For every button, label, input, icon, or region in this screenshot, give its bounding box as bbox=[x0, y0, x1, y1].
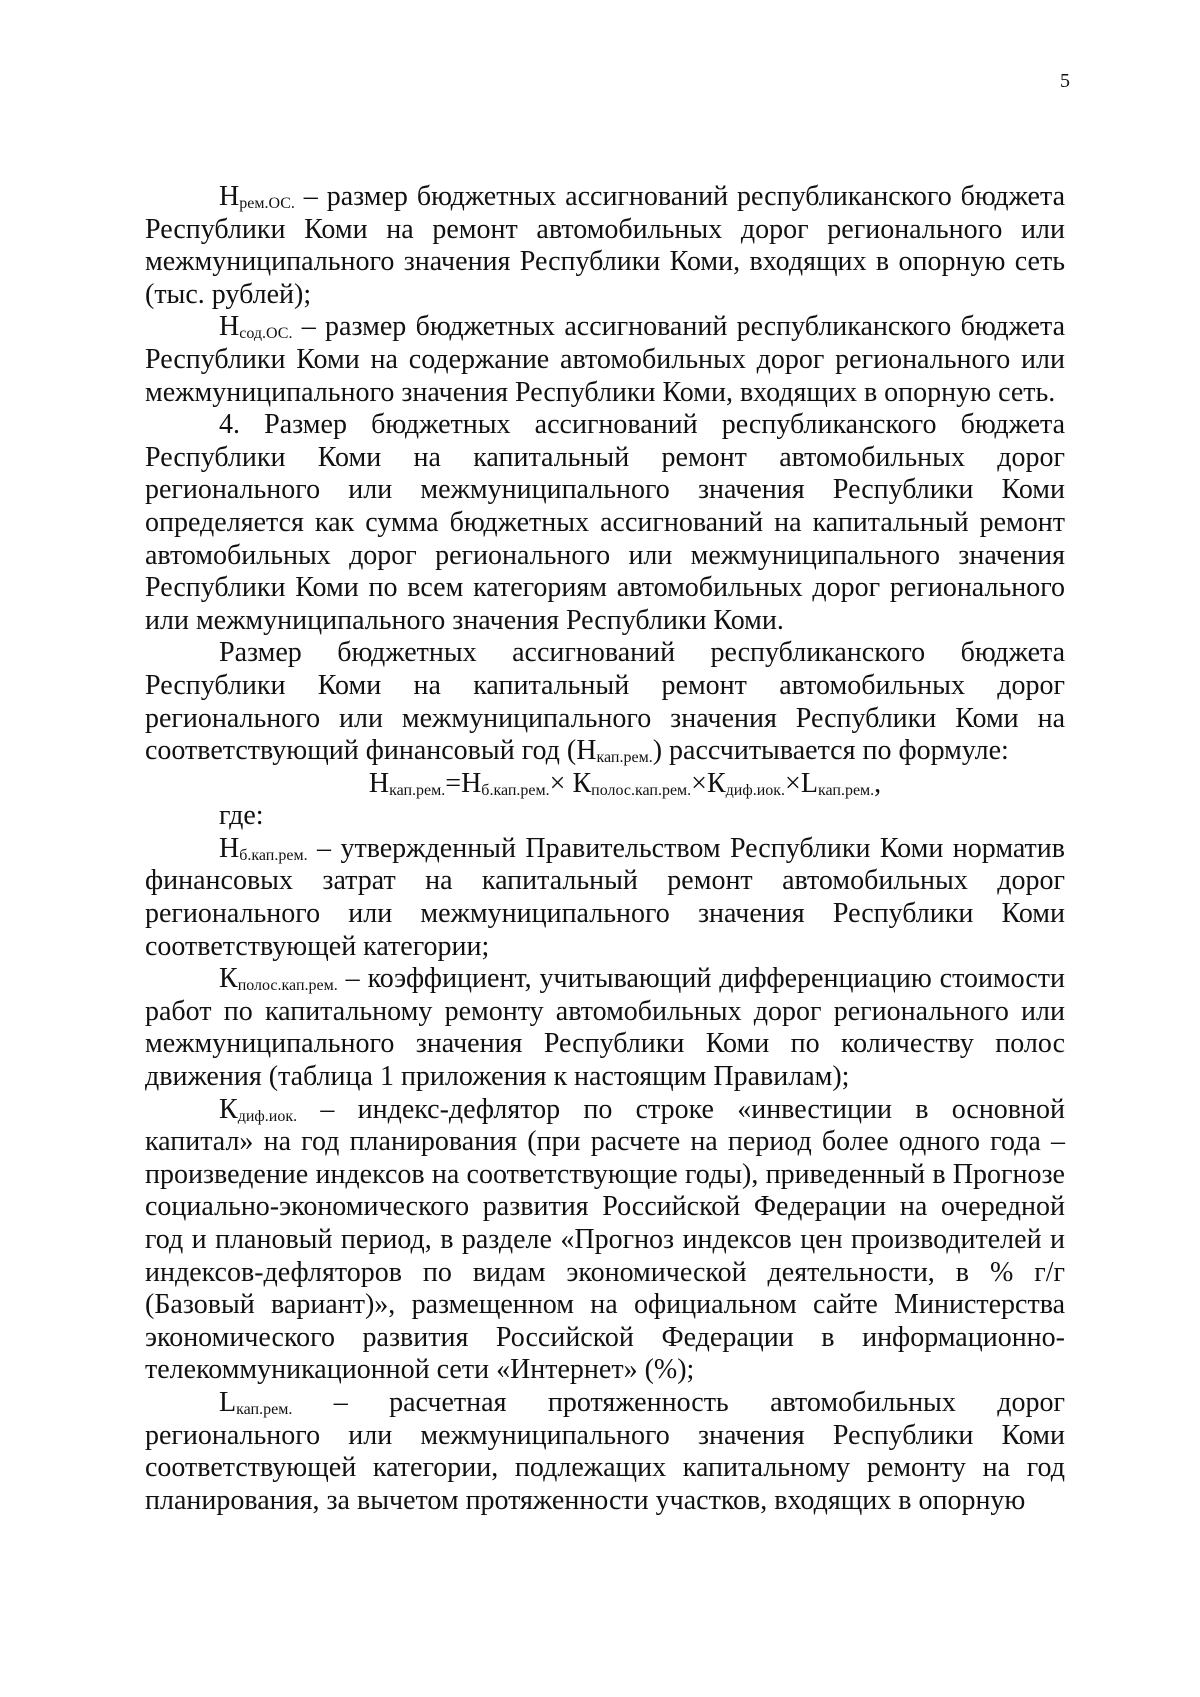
formula-subscript: б.кап.рем. bbox=[481, 781, 550, 799]
definition-n-b-kap-rem bbox=[145, 833, 1065, 963]
paragraph-text: – размер бюджетных ассигнований республиканского бюджета Республики Коми на содержание автомобильных дорог регионального или межмуниципального значения Республики Коми, входящих в опорную сеть. bbox=[145, 311, 1065, 408]
symbol: К bbox=[219, 963, 238, 995]
symbol-subscript: б.кап.рем. bbox=[239, 847, 308, 865]
symbol-subscript: сод.ОС. bbox=[239, 325, 293, 343]
symbol-subscript: кап.рем. bbox=[596, 749, 653, 767]
definition-k-dif-iok bbox=[145, 1094, 1065, 1387]
formula-term: ×L bbox=[785, 767, 818, 799]
formula-term: ×К bbox=[691, 767, 726, 799]
symbol-subscript: полос.кап.рем. bbox=[237, 977, 338, 995]
paragraph-text: ) рассчитывается по формуле: bbox=[652, 735, 1009, 767]
symbol: Н bbox=[219, 311, 240, 343]
definition-text: – утвержденный Правительством Республики Коми норматив финансовых затрат на капитальный ремонт автомобильных дорог регионального или межмуниципального значения Республики Коми соответствующей категории; bbox=[145, 832, 1065, 962]
paragraph-text: – размер бюджетных ассигнований республиканского бюджета Республики Коми на ремонт автомобильных дорог регионального или межмуниципального значения Республики Коми, входящих в опорную сеть (тыс. рублей); bbox=[145, 181, 1065, 310]
page-number: 5 bbox=[1060, 70, 1070, 92]
symbol: Н bbox=[219, 832, 240, 864]
symbol-subscript: кап.рем. bbox=[236, 1401, 293, 1419]
document-body bbox=[145, 181, 1065, 1517]
formula-term: , bbox=[874, 767, 882, 799]
definition-text: – коэффициент, учитывающий дифференциацию стоимости работ по капитальному ремонту автомобильных дорог регионального или межмуниципального значения Республики Коми по количеству полос движения (таблица 1 приложения к настоящим Правилам); bbox=[145, 963, 1065, 1093]
definition-text: – индекс-дефлятор по строке «инвестиции в основной капитал» на год планирования (при расчете на период более одного года – произведение индексов на соответствующие годы), приведенный в Прогнозе социально-экономического развития Российской Федерации на очередной год и плановый период, в разделе «Прогноз индексов цен производителей и индексов-дефляторов по видам экономической деятельности, в % г/г (Базовый вариант)», размещенном на официальном сайте Министерства экономического развития Российской Федерации в информационно-телекоммуникационной сети «Интернет» (%); bbox=[145, 1093, 1065, 1386]
paragraph-n-rem-os bbox=[145, 181, 1065, 311]
symbol-subscript: рем.ОС. bbox=[239, 195, 295, 213]
formula-term: × К bbox=[549, 767, 592, 799]
formula-term: =Н bbox=[445, 767, 482, 799]
paragraph-item-4: 4. Размер бюджетных ассигнований республиканского бюджета Республики Коми на капитальный ремонт автомобильных дорог регионального или межмуниципального значения Республики Коми определяется как сумма бюджетных ассигнований на капитальный ремонт автомобильных дорог регионального или межмуниципального значения Республики Коми по всем категориям автомобильных дорог регионального или межмуниципального значения Республики Коми. bbox=[145, 409, 1065, 636]
formula bbox=[145, 768, 1065, 801]
formula-term: Н bbox=[368, 767, 390, 799]
formula-subscript: кап.рем. bbox=[389, 781, 446, 799]
paragraph-formula-intro bbox=[145, 637, 1065, 767]
paragraph-text: Размер бюджетных ассигнований республиканского бюджета Республики Коми на капитальный ремонт автомобильных дорог регионального или межмуниципального значения Республики Коми на соответствующий финансовый год (Н bbox=[145, 637, 1065, 767]
where-label: где: bbox=[219, 800, 264, 832]
definition-text: – расчетная протяженность автомобильных дорог регионального или межмуниципального значения Республики Коми соответствующей категории, подлежащих капитальному ремонту на год планирования, за вычетом протяженности участков, входящих в опорную bbox=[145, 1386, 1065, 1516]
definition-k-polos bbox=[145, 963, 1065, 1093]
formula-subscript: полос.кап.рем. bbox=[591, 781, 692, 799]
symbol: К bbox=[219, 1093, 238, 1125]
symbol-subscript: диф.иок. bbox=[237, 1107, 298, 1125]
formula-subscript: диф.иок. bbox=[725, 781, 786, 799]
symbol: Н bbox=[219, 181, 240, 212]
paragraph-n-sod-os bbox=[145, 311, 1065, 409]
definition-l-kap-rem bbox=[145, 1387, 1065, 1517]
symbol: L bbox=[219, 1386, 237, 1418]
formula-subscript: кап.рем. bbox=[817, 781, 875, 799]
